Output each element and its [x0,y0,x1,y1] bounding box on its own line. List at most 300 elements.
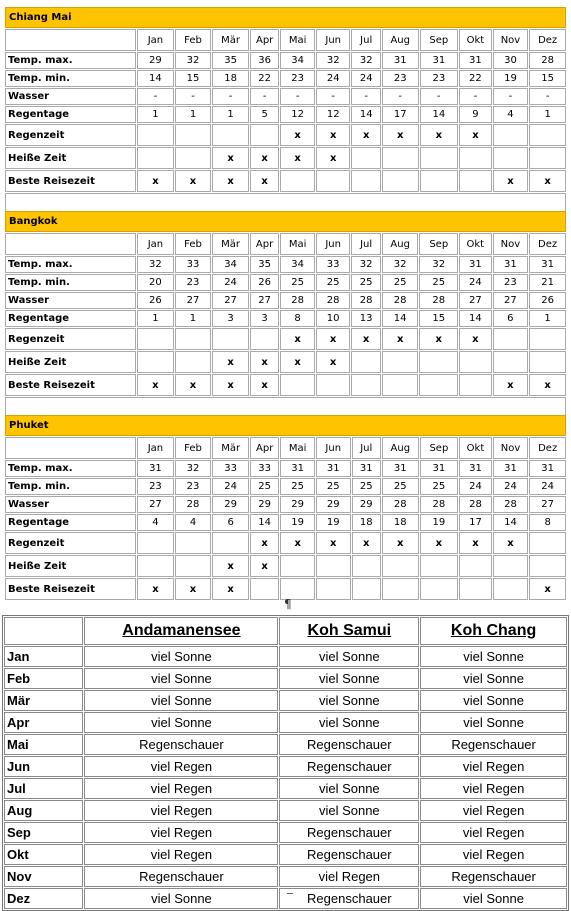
mark-cell-beste_reisezeit: x [493,170,529,192]
month-header: Aug [382,29,419,51]
month-header: Sep [420,29,459,51]
mark-cell-heisse_zeit: x [250,555,279,577]
row-tmin [5,274,566,291]
month-header: Okt [459,437,492,459]
cell-regentage: 1 [529,106,566,123]
cell-tmax: 33 [212,460,249,477]
row-label: Heiße Zeit [5,555,136,577]
sea-row [4,668,567,689]
sea-cell: viel Regen [420,756,567,777]
cell-wasser: 28 [493,496,529,513]
cell-tmin: 25 [382,274,419,291]
mark-cell-heisse_zeit [493,555,529,577]
mark-cell-beste_reisezeit: x [175,170,212,192]
month-header: Jan [137,233,174,255]
sea-row [4,844,567,865]
cell-tmax: 31 [352,460,381,477]
cell-wasser: 28 [382,496,419,513]
mark-cell-heisse_zeit [175,147,212,169]
month-header: Mai [280,29,315,51]
cell-tmin: 23 [175,478,212,495]
sea-row [4,756,567,777]
sea-month-label: Mär [4,690,83,711]
mark-cell-heisse_zeit [459,147,492,169]
mark-cell-heisse_zeit [175,555,212,577]
month-header: Dez [529,29,566,51]
sea-cell: Regenschauer [420,734,567,755]
sea-month-label: Aug [4,800,83,821]
cell-regentage: 1 [529,310,566,327]
mark-cell-beste_reisezeit: x [175,374,212,396]
mark-cell-regenzeit: x [459,124,492,146]
sea-cell: viel Regen [84,844,278,865]
cell-regentage: 14 [493,514,529,531]
cell-regentage: 10 [316,310,351,327]
mark-cell-regenzeit [175,124,212,146]
sea-cell: Regenschauer [84,734,278,755]
cell-wasser: 27 [459,292,492,309]
cell-wasser: 28 [419,292,458,309]
mark-cell-beste_reisezeit [459,170,492,192]
mark-cell-regenzeit: x [352,532,381,554]
cell-tmax: 31 [137,460,174,477]
month-header: Mär [212,233,249,255]
cell-tmin: 25 [382,478,419,495]
mark-cell-regenzeit [493,124,529,146]
mark-cell-regenzeit: x [316,532,351,554]
cell-tmax: 31 [529,460,566,477]
mark-cell-heisse_zeit: x [212,555,249,577]
sea-cell: viel Regen [279,866,419,887]
mark-cell-regenzeit: x [459,328,492,350]
cell-regentage: 8 [529,514,566,531]
month-header-empty [5,233,136,255]
cell-tmax: 31 [420,52,459,69]
sea-row [4,800,567,821]
sea-row [4,822,567,843]
cell-wasser: - [212,88,249,105]
cell-tmax: 31 [493,256,529,273]
cell-tmin: 25 [316,478,351,495]
cell-regentage: 14 [420,106,459,123]
cell-tmax: 31 [420,460,459,477]
cell-tmin: 25 [352,478,381,495]
cell-tmax: 35 [212,52,249,69]
mark-cell-heisse_zeit [529,555,566,577]
cell-tmax: 32 [137,256,174,273]
month-header: Jan [137,29,174,51]
sea-cell: viel Sonne [420,646,567,667]
sea-row [4,646,567,667]
sea-cell: viel Regen [84,800,278,821]
cell-regentage: 15 [419,310,458,327]
row-label: Temp. max. [5,256,136,273]
month-header: Feb [175,29,212,51]
cell-regentage: 18 [352,514,381,531]
month-header: Sep [419,233,458,255]
sea-cell: viel Sonne [420,712,567,733]
cell-tmax: 32 [351,256,380,273]
month-header: Mai [280,233,315,255]
month-header: Aug [382,437,419,459]
cell-tmax: 32 [316,52,351,69]
sea-cell: viel Sonne [279,668,419,689]
row-label: Regentage [5,106,136,123]
mark-cell-beste_reisezeit [280,374,315,396]
sea-cell: viel Sonne [84,690,278,711]
mark-cell-beste_reisezeit [493,578,529,600]
cell-regentage: 18 [382,514,419,531]
mark-cell-heisse_zeit [459,555,492,577]
mark-cell-beste_reisezeit [351,170,380,192]
cell-tmax: 31 [459,460,492,477]
cell-wasser: - [175,88,212,105]
mark-cell-regenzeit [137,328,174,350]
row-wasser [5,292,566,309]
month-header: Apr [250,233,279,255]
cell-tmin: 24 [316,70,351,87]
cell-tmin: 22 [459,70,492,87]
climate-table [4,6,567,215]
cell-tmin: 24 [212,478,249,495]
mark-cell-regenzeit: x [382,532,419,554]
cell-tmin: 24 [529,478,566,495]
cell-wasser: 29 [352,496,381,513]
mark-cell-regenzeit: x [382,328,419,350]
row-label: Beste Reisezeit [5,170,136,192]
sea-month-label: Apr [4,712,83,733]
month-header-empty [5,29,136,51]
month-header: Jan [137,437,174,459]
month-header: Nov [493,29,529,51]
cell-wasser: - [420,88,459,105]
row-beste_reisezeit [5,374,566,396]
row-regenzeit [5,124,566,146]
sea-header-andamanensee: Andamanensee [84,617,278,645]
row-heisse_zeit [5,147,566,169]
month-header: Dez [529,437,566,459]
month-header-empty [5,437,136,459]
mark-cell-beste_reisezeit [420,170,459,192]
mark-cell-beste_reisezeit [382,170,419,192]
mark-cell-beste_reisezeit: x [175,578,212,600]
mark-cell-heisse_zeit [529,147,566,169]
cell-tmax: 36 [250,52,279,69]
cell-wasser: 27 [493,292,529,309]
cell-wasser: - [250,88,279,105]
cell-tmin: 23 [420,70,459,87]
sea-cell: viel Regen [420,800,567,821]
cell-tmax: 34 [280,256,315,273]
cell-regentage: 14 [351,106,380,123]
sea-header-koh-samui: Koh Samui [279,617,419,645]
month-header: Jun [316,29,351,51]
cell-tmin: 26 [250,274,279,291]
cell-wasser: - [529,88,566,105]
mark-cell-regenzeit [529,124,566,146]
cell-tmax: 32 [175,460,212,477]
cell-wasser: 29 [250,496,279,513]
mark-cell-beste_reisezeit: x [137,374,174,396]
mark-cell-heisse_zeit [419,351,458,373]
sea-header-empty [4,617,83,645]
cell-tmin: 20 [137,274,174,291]
month-header: Okt [459,29,492,51]
cell-tmin: 25 [419,274,458,291]
cell-tmin: 15 [175,70,212,87]
mark-cell-heisse_zeit [382,555,419,577]
cell-wasser: - [280,88,315,105]
cell-regentage: 12 [316,106,351,123]
cell-regentage: 4 [137,514,174,531]
mark-cell-heisse_zeit [316,555,351,577]
cell-regentage: 3 [250,310,279,327]
month-header: Mai [280,437,315,459]
sea-cell: viel Sonne [84,646,278,667]
cell-tmax: 33 [250,460,279,477]
cell-regentage: 8 [280,310,315,327]
row-regenzeit [5,328,566,350]
cell-wasser: - [351,88,380,105]
cell-regentage: 19 [420,514,459,531]
sea-month-label: Mai [4,734,83,755]
cell-tmin: 19 [493,70,529,87]
cell-regentage: 1 [137,106,174,123]
cell-wasser: 27 [137,496,174,513]
mark-cell-heisse_zeit [420,555,459,577]
cell-regentage: 4 [175,514,212,531]
cell-tmin: 24 [493,478,529,495]
row-label: Regentage [5,514,136,531]
cell-tmin: 25 [250,478,279,495]
sea-weather-table [2,615,569,911]
underline-mark [287,893,293,894]
sea-cell: viel Regen [420,822,567,843]
month-header: Jul [352,437,381,459]
cell-regentage: 6 [212,514,249,531]
cell-regentage: 17 [382,106,419,123]
mark-cell-beste_reisezeit: x [212,374,249,396]
sea-month-label: Dez [4,888,83,909]
climate-table [4,414,567,601]
mark-cell-heisse_zeit [351,351,380,373]
sea-cell: viel Sonne [279,712,419,733]
sea-cell: viel Regen [84,822,278,843]
cell-tmax: 32 [382,256,419,273]
mark-cell-heisse_zeit: x [280,147,315,169]
sea-cell: Regenschauer [279,888,419,909]
mark-cell-regenzeit: x [459,532,492,554]
row-label: Wasser [5,292,136,309]
sea-cell: viel Sonne [420,888,567,909]
cell-tmax: 28 [529,52,566,69]
climate-block-chiang-mai [4,6,567,215]
mark-cell-regenzeit: x [280,328,315,350]
month-header: Aug [382,233,419,255]
mark-cell-regenzeit [212,532,249,554]
sea-row [4,712,567,733]
cell-wasser: - [316,88,351,105]
mark-cell-beste_reisezeit: x [250,170,279,192]
cell-tmin: 23 [382,70,419,87]
mark-cell-beste_reisezeit [459,374,492,396]
sea-row [4,734,567,755]
mark-cell-regenzeit: x [316,124,351,146]
cell-wasser: 27 [529,496,566,513]
mark-cell-regenzeit [493,328,529,350]
cell-tmax: 34 [212,256,249,273]
mark-cell-regenzeit: x [351,124,380,146]
row-regentage [5,310,566,327]
mark-cell-heisse_zeit [137,555,174,577]
mark-cell-regenzeit: x [493,532,529,554]
mark-cell-beste_reisezeit: x [212,170,249,192]
cell-wasser: - [459,88,492,105]
mark-cell-regenzeit [175,532,212,554]
row-regenzeit [5,532,566,554]
sea-cell: viel Regen [84,778,278,799]
cell-tmin: 22 [250,70,279,87]
cell-regentage: 14 [382,310,419,327]
mark-cell-heisse_zeit [529,351,566,373]
mark-cell-regenzeit: x [280,124,315,146]
cell-regentage: 1 [137,310,174,327]
sea-row [4,690,567,711]
cell-wasser: 27 [250,292,279,309]
mark-cell-heisse_zeit [280,555,315,577]
sea-month-label: Okt [4,844,83,865]
mark-cell-regenzeit: x [420,532,459,554]
row-label: Temp. max. [5,460,136,477]
mark-cell-heisse_zeit: x [316,351,351,373]
mark-cell-heisse_zeit [493,147,529,169]
row-label: Temp. max. [5,52,136,69]
mark-cell-regenzeit [250,124,279,146]
cell-wasser: 28 [175,496,212,513]
row-heisse_zeit [5,351,566,373]
mark-cell-beste_reisezeit [351,374,380,396]
row-label: Beste Reisezeit [5,374,136,396]
cell-tmin: 24 [212,274,249,291]
mark-cell-heisse_zeit: x [250,147,279,169]
sea-cell: viel Sonne [420,690,567,711]
cell-regentage: 14 [250,514,279,531]
cell-wasser: 28 [420,496,459,513]
row-regentage [5,106,566,123]
row-tmax [5,256,566,273]
row-wasser [5,496,566,513]
cell-tmin: 23 [493,274,529,291]
month-header: Sep [420,437,459,459]
cell-regentage: 5 [250,106,279,123]
cell-tmax: 31 [316,460,351,477]
cell-tmax: 31 [459,256,492,273]
row-tmax [5,460,566,477]
sea-cell: Regenschauer [84,866,278,887]
mark-cell-heisse_zeit: x [250,351,279,373]
cell-regentage: 6 [493,310,529,327]
cell-tmax: 31 [382,460,419,477]
cell-wasser: 29 [316,496,351,513]
month-header: Nov [493,233,529,255]
mark-cell-beste_reisezeit [316,170,351,192]
mark-cell-beste_reisezeit: x [529,374,566,396]
cell-wasser: - [493,88,529,105]
sea-month-label: Jan [4,646,83,667]
mark-cell-heisse_zeit [459,351,492,373]
sea-cell: Regenschauer [279,734,419,755]
sea-month-label: Jul [4,778,83,799]
cell-tmax: 32 [175,52,212,69]
mark-cell-heisse_zeit [175,351,212,373]
sea-cell: Regenschauer [420,866,567,887]
cell-tmax: 30 [493,52,529,69]
climate-block-bangkok [4,210,567,419]
cell-tmin: 24 [459,478,492,495]
sea-header-row [4,617,567,645]
mark-cell-heisse_zeit [382,147,419,169]
cell-wasser: 26 [529,292,566,309]
month-header: Mär [212,437,249,459]
sea-cell: Regenschauer [279,822,419,843]
month-header: Feb [175,233,212,255]
cell-regentage: 14 [459,310,492,327]
row-label: Wasser [5,88,136,105]
sea-month-label: Sep [4,822,83,843]
mark-cell-heisse_zeit [420,147,459,169]
mark-cell-regenzeit [529,532,566,554]
row-wasser [5,88,566,105]
cell-wasser: 29 [280,496,315,513]
city-title: Phuket [5,415,566,436]
sea-cell: viel Sonne [84,668,278,689]
row-heisse_zeit [5,555,566,577]
month-header: Apr [250,29,279,51]
cell-wasser: - [382,88,419,105]
mark-cell-regenzeit: x [419,328,458,350]
mark-cell-regenzeit [212,124,249,146]
row-label: Regenzeit [5,328,136,350]
cell-wasser: 27 [212,292,249,309]
row-tmax [5,52,566,69]
cell-tmax: 31 [280,460,315,477]
cell-tmin: 14 [137,70,174,87]
cell-tmax: 31 [493,460,529,477]
mark-cell-heisse_zeit [137,147,174,169]
cell-regentage: 13 [351,310,380,327]
sea-cell: viel Sonne [279,646,419,667]
city-title: Bangkok [5,211,566,232]
month-header: Nov [493,437,529,459]
mark-cell-heisse_zeit: x [212,147,249,169]
cell-wasser: 28 [382,292,419,309]
sea-cell: Regenschauer [279,756,419,777]
mark-cell-beste_reisezeit: x [529,578,566,600]
mark-cell-beste_reisezeit [382,578,419,600]
mark-cell-beste_reisezeit [382,374,419,396]
row-label: Regenzeit [5,124,136,146]
mark-cell-regenzeit: x [280,532,315,554]
mark-cell-regenzeit [137,532,174,554]
mark-cell-beste_reisezeit [420,578,459,600]
cell-tmax: 33 [316,256,351,273]
cell-tmin: 24 [351,70,380,87]
sea-month-label: Jun [4,756,83,777]
month-header: Feb [175,437,212,459]
sea-header-koh-chang: Koh Chang [420,617,567,645]
cell-tmax: 31 [382,52,419,69]
climate-block-phuket [4,414,567,601]
